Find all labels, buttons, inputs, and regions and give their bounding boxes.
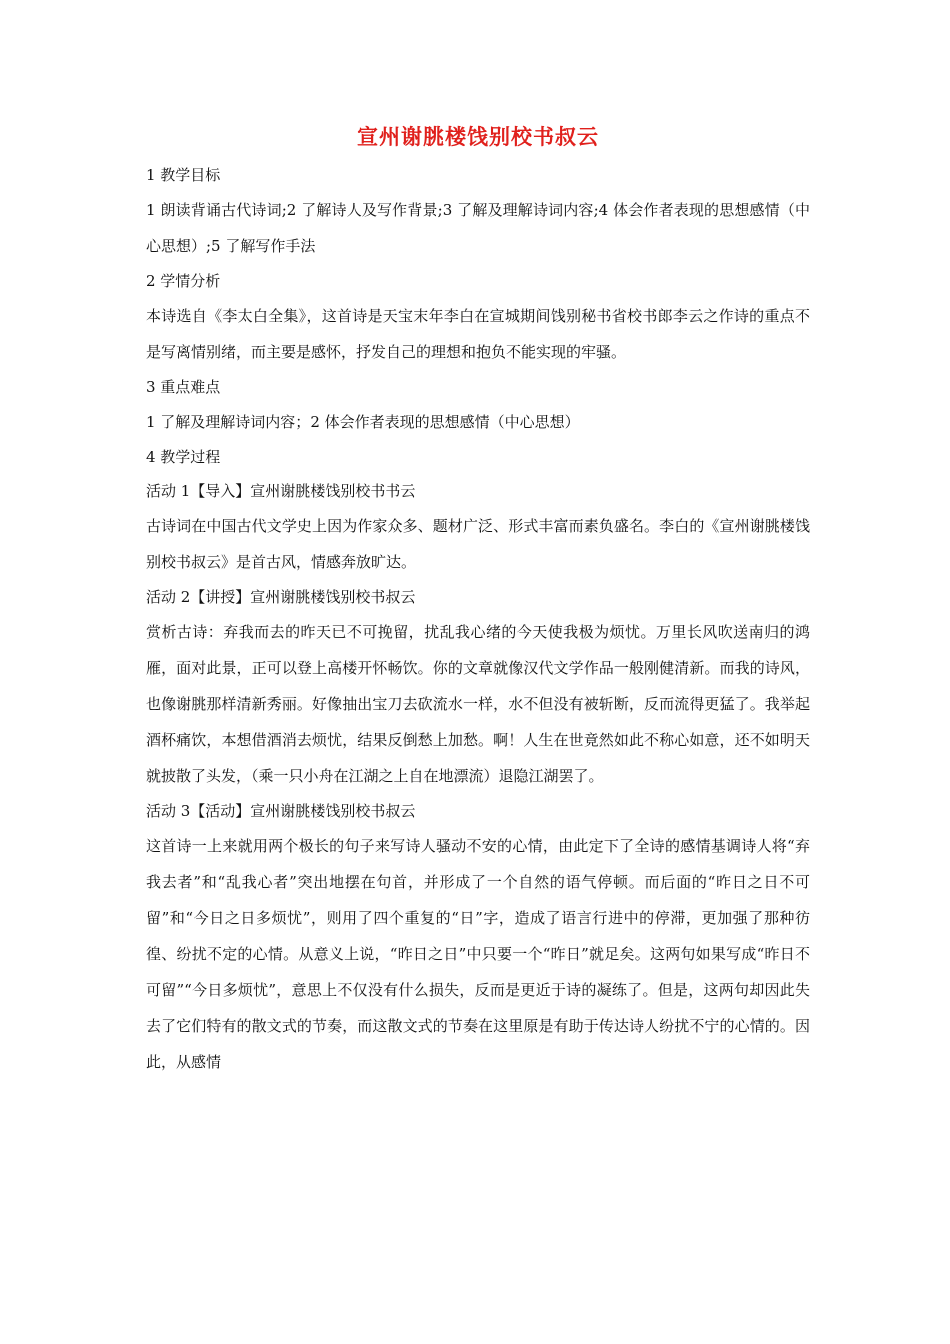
section-heading: 2 学情分析	[146, 272, 221, 290]
section-body: 1 朗读背诵古代诗词;2 了解诗人及写作背景;3 了解及理解诗词内容;4 体会作者表现的思想感情（中心思想）;5 了解写作手法	[146, 201, 810, 255]
section-body: 本诗选自《李太白全集》，这首诗是天宝末年李白在宣城期间饯别秘书省校书郎李云之作诗的重点不是写离情别绪，而主要是感怀，抒发自己的理想和抱负不能实现的牢骚。	[146, 307, 810, 361]
activity-label: 活动 3【活动】宣州谢朓楼饯别校书叔云	[146, 802, 416, 820]
section-teaching-process	[146, 440, 810, 1080]
section-heading: 4 教学过程	[146, 448, 221, 466]
document-title: 宣州谢朓楼饯别校书叔云	[357, 124, 599, 149]
activity-body: 古诗词在中国古代文学史上因为作家众多、题材广泛、形式丰富而素负盛名。李白的《宣州谢朓楼饯别校书叔云》是首古风，情感奔放旷达。	[146, 517, 810, 571]
activity-body: 赏析古诗：弃我而去的昨天已不可挽留，扰乱我心绪的今天使我极为烦忧。万里长风吹送南归的鸿雁，面对此景，正可以登上高楼开怀畅饮。你的文章就像汉代文学作品一般刚健清新。而我的诗风，也像谢朓那样清新秀丽。好像抽出宝刀去砍流水一样，水不但没有被斩断，反而流得更猛了。我举起酒杯痛饮，本想借酒消去烦忧，结果反倒愁上加愁。啊！人生在世竟然如此不称心如意，还不如明天就披散了头发，（乘一只小舟在江湖之上自在地漂流）退隐江湖罢了。	[146, 623, 810, 785]
document-page	[146, 118, 810, 1080]
activity-2	[146, 580, 810, 794]
section-key-points	[146, 370, 810, 440]
section-body: 1 了解及理解诗词内容；2 体会作者表现的思想感情（中心思想）	[146, 413, 580, 431]
activity-1	[146, 474, 810, 580]
section-student-analysis	[146, 264, 810, 370]
section-heading: 3 重点难点	[146, 378, 221, 396]
section-heading: 1 教学目标	[146, 166, 221, 184]
activity-label: 活动 2【讲授】宣州谢朓楼饯别校书叔云	[146, 588, 416, 606]
activity-3	[146, 794, 810, 1080]
section-teaching-goals	[146, 158, 810, 264]
activity-body: 这首诗一上来就用两个极长的句子来写诗人骚动不安的心情，由此定下了全诗的感情基调诗人将“弃我去者”和“乱我心者”突出地摆在句首，并形成了一个自然的语气停顿。而后面的“昨日之日不可留”和“今日之日多烦忧”，则用了四个重复的“日”字，造成了语言行进中的停滞，更加强了那种彷徨、纷扰不定的心情。从意义上说，“昨日之日”中只要一个“昨日”就足矣。这两句如果写成“昨日不可留”“今日多烦忧”，意思上不仅没有什么损失，反而是更近于诗的凝练了。但是，这两句却因此失去了它们特有的散文式的节奏，而这散文式的节奏在这里原是有助于传达诗人纷扰不宁的心情的。因此，从感情	[146, 837, 810, 1071]
activity-label: 活动 1【导入】宣州谢朓楼饯别校书书云	[146, 482, 416, 500]
